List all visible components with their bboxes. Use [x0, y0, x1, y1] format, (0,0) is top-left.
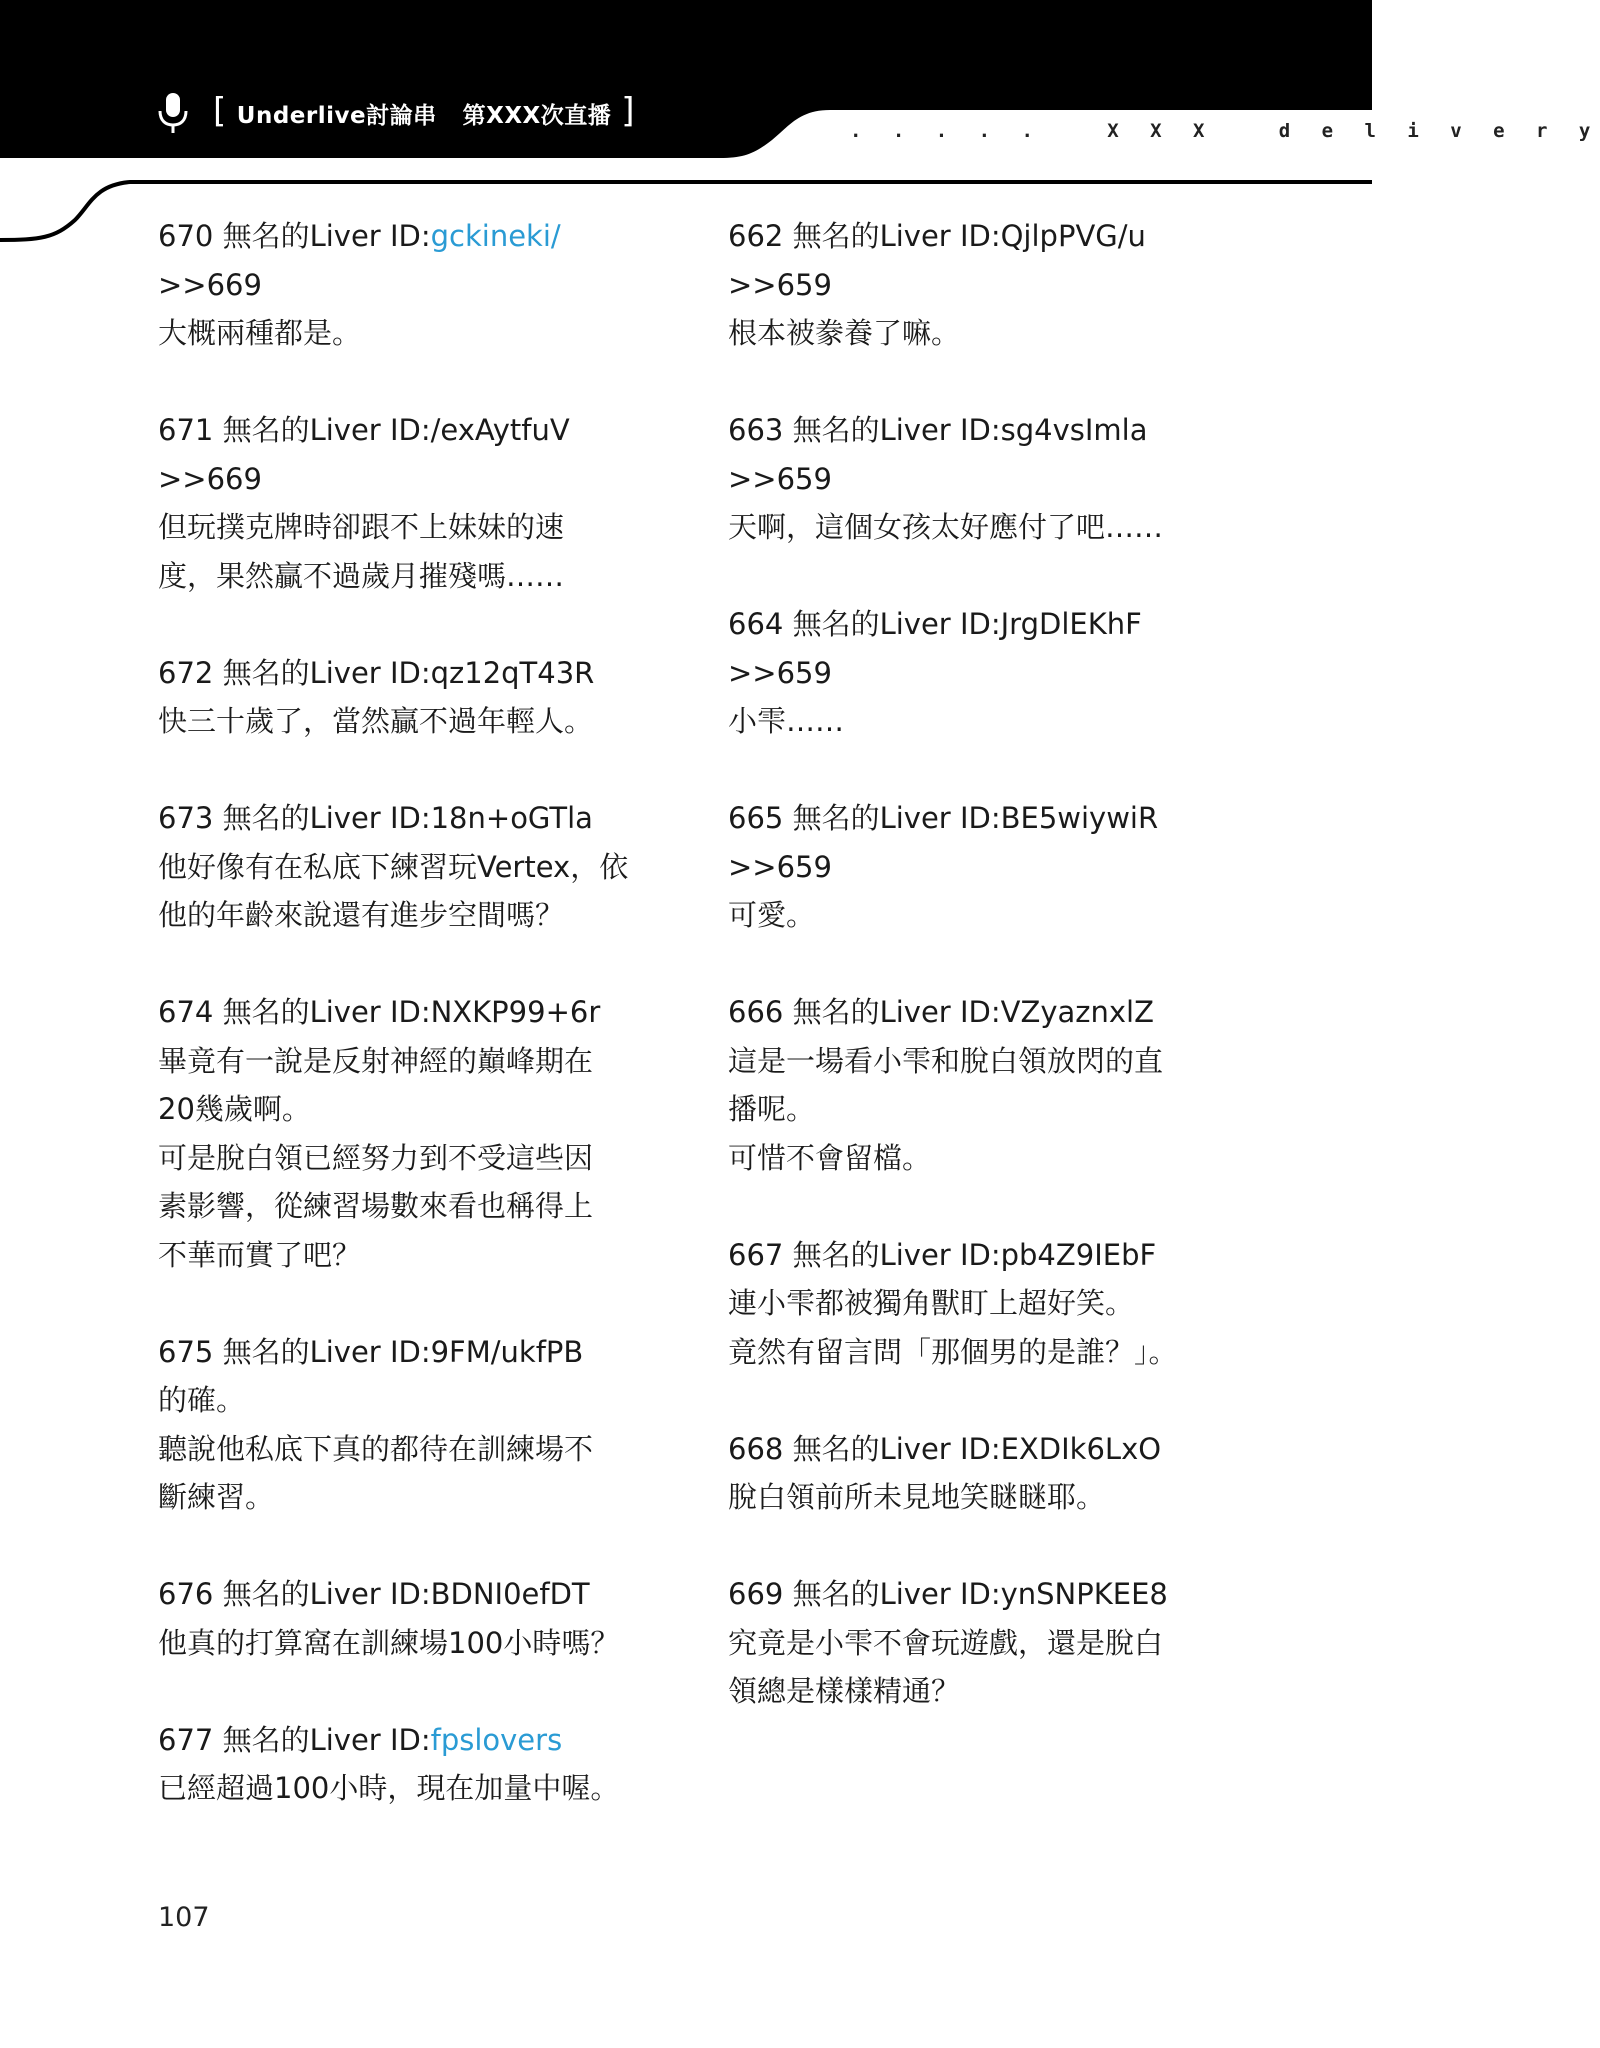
poster-name: 無名的Liver — [792, 413, 951, 447]
poster-id: QjlpPVG/u — [1000, 219, 1146, 253]
post-number: 676 — [158, 1577, 214, 1611]
delivery-tagline: . . . . . X X X d e l i v e r y — [850, 120, 1600, 142]
post — [728, 1425, 1248, 1522]
post-text-line: 連小雫都被獨角獸盯上超好笑。 — [728, 1286, 1135, 1320]
post-number: 672 — [158, 655, 214, 690]
post — [158, 212, 658, 358]
post-number: 668 — [728, 1431, 784, 1466]
reply-reference[interactable]: >>659 — [728, 461, 832, 496]
post-header — [728, 406, 1248, 455]
left-column — [158, 212, 658, 1813]
post-number: 670 — [158, 219, 214, 253]
poster-id-link[interactable]: fpslovers — [430, 1722, 563, 1757]
post-gap — [728, 1522, 1248, 1571]
thread-title: Underlive討論串 — [236, 102, 437, 129]
post — [728, 1231, 1248, 1377]
page-number: 107 — [158, 1902, 210, 1933]
post-header — [158, 794, 658, 843]
post-number: 674 — [158, 995, 214, 1029]
post — [158, 1328, 658, 1522]
id-label: ID: — [959, 1577, 1001, 1611]
poster-name: 無名的Liver — [222, 995, 381, 1029]
id-label: ID: — [959, 1431, 1001, 1466]
poster-id-link[interactable]: gckineki/ — [430, 219, 561, 253]
post — [728, 988, 1248, 1182]
post-text-line: 天啊，這個女孩太好應付了吧…… — [728, 510, 1164, 544]
microphone-icon — [155, 91, 191, 135]
id-label: ID: — [959, 1237, 1001, 1272]
post-text-line: 領總是樣樣精通？ — [728, 1674, 961, 1708]
post-header — [728, 1570, 1248, 1619]
post-text-line: 他的年齡來說還有進步空間嗎？ — [158, 898, 565, 932]
post-number: 677 — [158, 1722, 214, 1757]
post-text-line: 這是一場看小雫和脫白領放閃的直 — [728, 1043, 1164, 1078]
post-text-line: 可愛。 — [728, 898, 816, 932]
post-gap — [728, 1182, 1248, 1231]
post — [158, 406, 658, 600]
post-number: 671 — [158, 413, 214, 447]
post-text-line: 斷練習。 — [158, 1480, 275, 1514]
id-label: ID: — [389, 1577, 431, 1611]
post-text-line: 大概兩種都是。 — [158, 316, 362, 350]
poster-name: 無名的Liver — [792, 219, 951, 253]
post — [158, 988, 658, 1279]
poster-id: EXDIk6LxO — [1000, 1431, 1162, 1466]
id-label: ID: — [389, 655, 431, 690]
post-text-line: 小雫…… — [728, 704, 845, 738]
poster-name: 無名的Liver — [792, 1577, 951, 1611]
post-text-line: 但玩撲克牌時卻跟不上妹妹的速 — [158, 510, 565, 544]
post-text-line: 播呢。 — [728, 1092, 816, 1126]
post-text-line: 聽說他私底下真的都待在訓練場不 — [158, 1431, 594, 1466]
poster-id: ynSNPKEE8 — [1000, 1577, 1168, 1611]
reply-reference[interactable]: >>659 — [728, 849, 832, 884]
poster-id: BE5wiywiR — [1000, 801, 1159, 835]
poster-name: 無名的Liver — [792, 1431, 951, 1466]
header-bar — [155, 88, 645, 138]
id-label: ID: — [389, 995, 431, 1029]
poster-id: NXKP99+6r — [430, 995, 601, 1029]
poster-name: 無名的Liver — [222, 801, 381, 835]
post-header — [728, 1425, 1248, 1474]
post-text-line: 不華而實了吧？ — [158, 1237, 362, 1272]
reply-reference[interactable]: >>659 — [728, 267, 832, 302]
bracket-close: ] — [621, 91, 636, 131]
poster-name: 無名的Liver — [222, 1577, 381, 1611]
reply-reference[interactable]: >>669 — [158, 461, 262, 496]
poster-name: 無名的Liver — [792, 607, 951, 641]
post-number: 663 — [728, 413, 784, 447]
poster-name: 無名的Liver — [792, 1237, 951, 1272]
post-text-line: 可惜不會留檔。 — [728, 1140, 932, 1175]
post-text-line: 快三十歲了，當然贏不過年輕人。 — [158, 704, 594, 738]
post-text-line: 素影響，從練習場數來看也稱得上 — [158, 1189, 594, 1223]
poster-id: qz12qT43R — [430, 655, 595, 690]
post — [158, 794, 658, 940]
post-gap — [728, 1376, 1248, 1425]
post — [728, 794, 1248, 940]
post-header — [158, 406, 658, 455]
poster-id: VZyaznxlZ — [1000, 995, 1154, 1029]
post-text-line: 度，果然贏不過歲月摧殘嗎…… — [158, 558, 565, 593]
poster-name: 無名的Liver — [792, 995, 951, 1029]
post-number: 675 — [158, 1334, 214, 1369]
poster-id: 18n+oGTla — [430, 801, 593, 835]
post-number: 667 — [728, 1237, 784, 1272]
id-label: ID: — [959, 995, 1001, 1029]
poster-id: 9FM/ukfPB — [430, 1334, 584, 1369]
poster-name: 無名的Liver — [222, 413, 381, 447]
post — [728, 212, 1248, 358]
poster-name: 無名的Liver — [222, 655, 381, 690]
post-number: 664 — [728, 607, 784, 641]
post-text-line: 已經超過100小時，現在加量中喔。 — [158, 1771, 620, 1805]
id-label: ID: — [959, 607, 1001, 641]
post-text-line: 脫白領前所未見地笑瞇瞇耶。 — [728, 1480, 1106, 1514]
right-column — [728, 212, 1248, 1716]
post-header — [158, 1716, 658, 1765]
post-text-line: 的確。 — [158, 1383, 246, 1417]
post-gap — [158, 940, 658, 989]
post-text-line: 根本被豢養了嘛。 — [728, 316, 961, 350]
poster-name: 無名的Liver — [222, 1722, 381, 1757]
post-header — [728, 212, 1248, 261]
poster-id: BDNI0efDT — [430, 1577, 590, 1611]
id-label: ID: — [959, 219, 1001, 253]
post-gap — [158, 1522, 658, 1571]
poster-id: JrgDlEKhF — [1000, 607, 1142, 641]
post-gap — [158, 358, 658, 407]
post-gap — [158, 1279, 658, 1328]
poster-id: sg4vsImla — [1000, 413, 1148, 447]
reply-reference[interactable]: >>659 — [728, 655, 832, 690]
id-label: ID: — [389, 1334, 431, 1369]
post-gap — [728, 552, 1248, 601]
post — [158, 1716, 658, 1813]
post-header — [728, 988, 1248, 1037]
post-number: 662 — [728, 219, 784, 253]
post-header — [728, 600, 1248, 649]
post-text-line: 20幾歲啊。 — [158, 1092, 311, 1126]
post-header — [158, 1328, 658, 1377]
post — [728, 406, 1248, 552]
id-label: ID: — [389, 219, 431, 253]
reply-reference[interactable]: >>669 — [158, 267, 262, 302]
post-header — [158, 1570, 658, 1619]
post-text-line: 畢竟有一說是反射神經的巔峰期在 — [158, 1043, 594, 1078]
post — [158, 1570, 658, 1667]
id-label: ID: — [959, 413, 1001, 447]
post-text-line: 究竟是小雫不會玩遊戲，還是脫白 — [728, 1625, 1164, 1660]
post-gap — [158, 1667, 658, 1716]
post-text-line: 他好像有在私底下練習玩Vertex，依 — [158, 849, 629, 884]
post-text-line: 他真的打算窩在訓練場100小時嗎？ — [158, 1625, 620, 1660]
post-gap — [728, 746, 1248, 795]
poster-id: /exAytfuV — [430, 413, 570, 447]
post-number: 669 — [728, 1577, 784, 1611]
post-gap — [728, 358, 1248, 407]
post — [158, 649, 658, 746]
poster-id: pb4Z9IEbF — [1000, 1237, 1157, 1272]
post-number: 673 — [158, 801, 214, 835]
episode-label: 第XXX次直播 — [462, 102, 612, 129]
id-label: ID: — [959, 801, 1001, 835]
post-header — [158, 212, 658, 261]
post — [728, 1570, 1248, 1716]
post-text-line: 竟然有留言問「那個男的是誰？」。 — [728, 1334, 1178, 1369]
post-header — [728, 794, 1248, 843]
id-label: ID: — [389, 1722, 431, 1757]
post-number: 665 — [728, 801, 784, 835]
post-gap — [158, 746, 658, 795]
id-label: ID: — [389, 801, 431, 835]
post-number: 666 — [728, 995, 784, 1029]
post-header — [728, 1231, 1248, 1280]
id-label: ID: — [389, 413, 431, 447]
post — [728, 600, 1248, 746]
bracket-open: [ — [213, 91, 227, 131]
poster-name: 無名的Liver — [222, 1334, 381, 1369]
post-gap — [728, 940, 1248, 989]
poster-name: 無名的Liver — [792, 801, 951, 835]
poster-name: 無名的Liver — [222, 219, 381, 253]
post-text-line: 可是脫白領已經努力到不受這些因 — [158, 1140, 594, 1175]
post-gap — [158, 600, 658, 649]
post-header — [158, 988, 658, 1037]
post-header — [158, 649, 658, 698]
